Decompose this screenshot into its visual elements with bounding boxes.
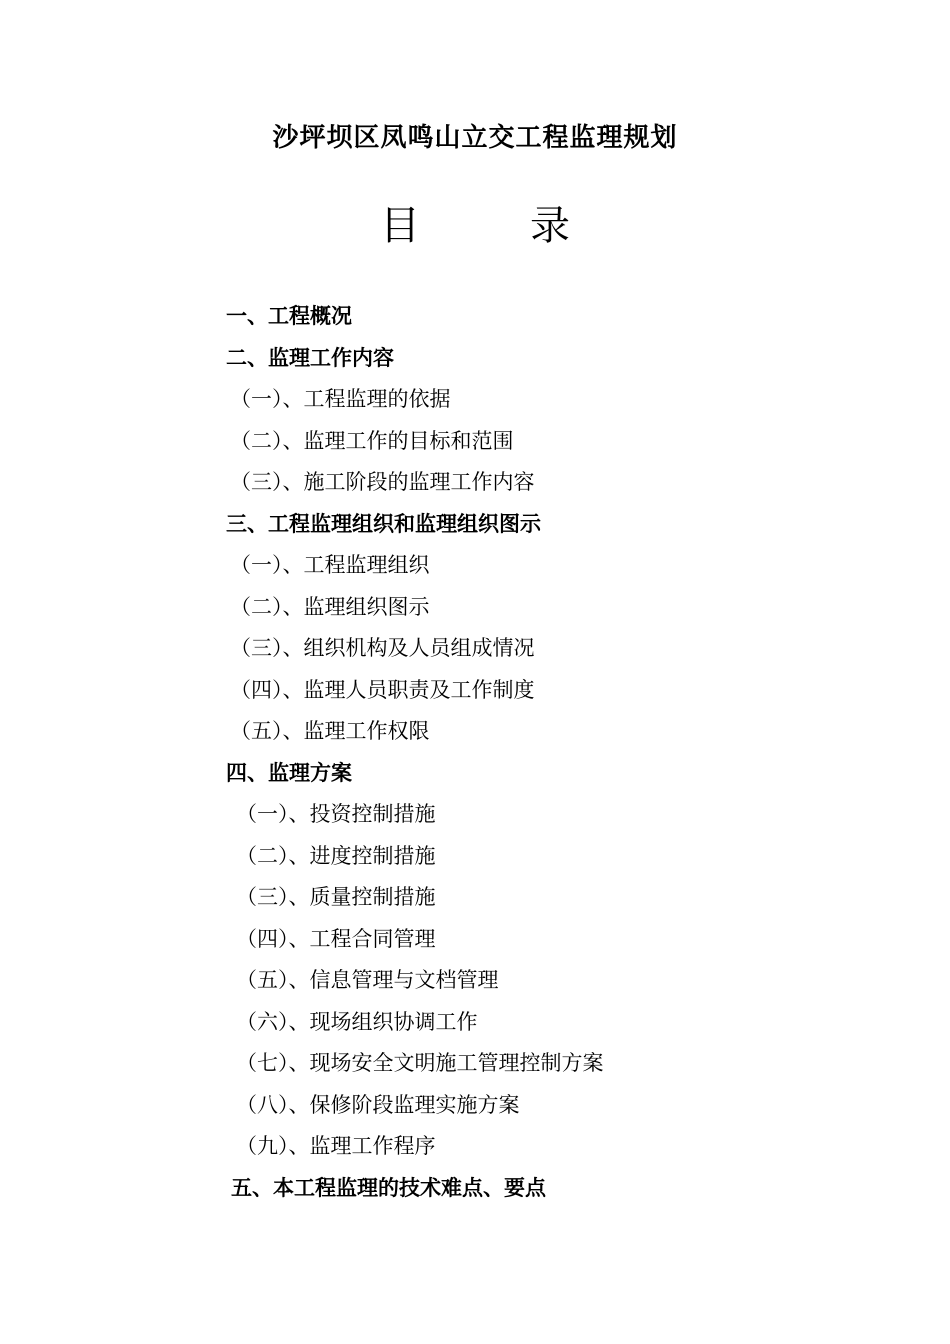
document-title: 沙坪坝区凤鸣山立交工程监理规划 — [272, 123, 678, 153]
toc-subsection-4-9: （九）、监理工作程序 — [236, 1134, 436, 1158]
toc-subsection-4-3: （三）、质量控制措施 — [236, 885, 436, 909]
toc-subsection-4-4: （四）、工程合同管理 — [236, 926, 436, 951]
toc-subsection-4-5: （五）、信息管理与文档管理 — [236, 968, 499, 992]
toc-subsection-4-2: （二）、进度控制措施 — [236, 843, 436, 868]
toc-subsection-3-5: （五）、监理工作权限 — [230, 719, 430, 743]
toc-section-3: 三、工程监理组织和监理组织图示 — [226, 511, 541, 536]
toc-subsection-4-6: （六）、现场组织协调工作 — [236, 1009, 478, 1034]
toc-subsection-2-1: （一）、工程监理的依据 — [230, 387, 451, 411]
table-of-contents — [0, 296, 950, 1209]
toc-subsection-2-2: （二）、监理工作的目标和范围 — [230, 428, 514, 453]
toc-heading-right: 录 — [530, 203, 570, 249]
toc-subsection-3-1: （一）、工程监理组织 — [230, 553, 430, 577]
toc-subsection-4-1: （一）、投资控制措施 — [236, 802, 436, 826]
toc-heading — [0, 198, 950, 254]
toc-section-5: 五、本工程监理的技术难点、要点 — [231, 1175, 546, 1200]
toc-section-4: 四、监理方案 — [226, 760, 352, 785]
toc-subsection-4-8: （八）、保修阶段监理实施方案 — [236, 1092, 520, 1117]
toc-subsection-3-2: （二）、监理组织图示 — [230, 594, 430, 619]
toc-subsection-3-3: （三）、组织机构及人员组成情况 — [230, 636, 535, 660]
toc-section-1: 一、工程概况 — [226, 304, 352, 328]
toc-section-2: 二、监理工作内容 — [226, 345, 394, 370]
toc-heading-left: 目 — [380, 203, 420, 249]
toc-subsection-2-3: （三）、施工阶段的监理工作内容 — [230, 470, 535, 494]
toc-subsection-4-7: （七）、现场安全文明施工管理控制方案 — [236, 1051, 604, 1075]
toc-subsection-3-4: （四）、监理人员职责及工作制度 — [230, 677, 535, 702]
